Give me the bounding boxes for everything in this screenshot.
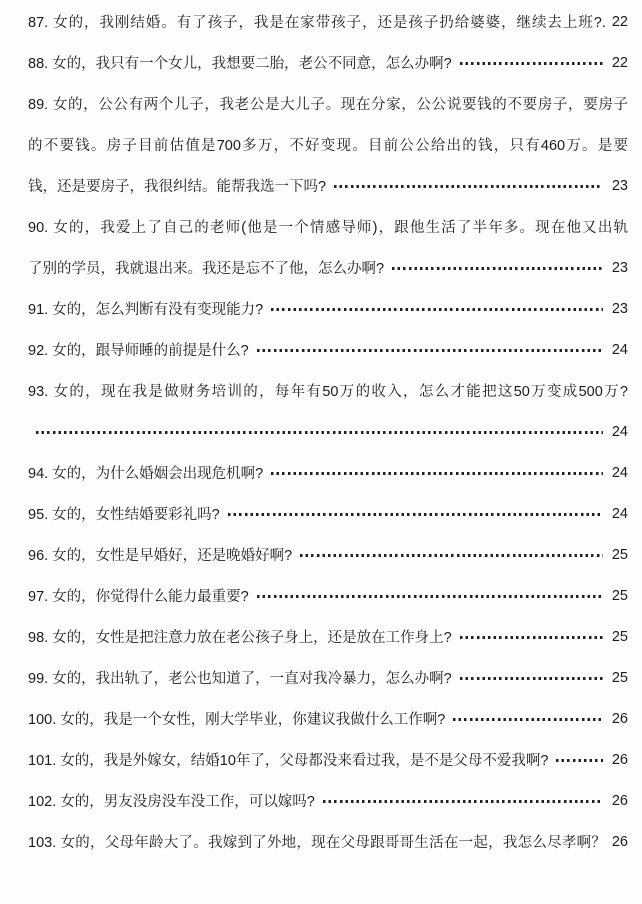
- page-number: 24: [611, 423, 628, 440]
- page-number: 25: [611, 587, 628, 604]
- dot-leader: [271, 472, 603, 475]
- toc-entry-text: 了别的学员，我就退出来。我还是忘不了他，怎么办啊?: [28, 261, 385, 277]
- toc-entry-text: 103. 女的，父母年龄大了。我嫁到了外地，现在父母跟哥哥生活在一起，我怎么尽孝啊？: [28, 835, 606, 851]
- page-number: 23: [611, 177, 628, 194]
- toc-entry-text: 95. 女的，女性结婚要彩礼吗?: [28, 507, 220, 523]
- toc-entry-text: 98. 女的，女性是把注意力放在老公孩子身上，还是放在工作身上?: [28, 630, 452, 646]
- page-number: 26: [611, 792, 628, 809]
- toc-entry-text: 99. 女的，我出轨了，老公也知道了，一直对我冷暴力，怎么办啊?: [28, 671, 452, 687]
- toc-entry-96-line-1: [28, 534, 628, 575]
- toc-entry-text: 89. 女的，公公有两个儿子，我老公是大儿子。现在分家，公公说要钱的不要房子，要房子: [28, 97, 628, 113]
- page-number: 24: [611, 464, 628, 481]
- toc-entry-text: 87. 女的，我刚结婚。有了孩子，我是在家带孩子，还是孩子扔给婆婆，继续去上班?.: [28, 15, 606, 31]
- toc-entry-91-line-1: [28, 288, 628, 329]
- toc-entry-88-line-1: [28, 42, 628, 83]
- toc-entry-text: 88. 女的，我只有一个女儿，我想要二胎，老公不同意，怎么办啊?: [28, 56, 452, 72]
- toc-entry-89-line-1: [28, 83, 628, 124]
- toc-entry-text: 92. 女的，跟导师睡的前提是什么?: [28, 343, 249, 359]
- dot-leader: [460, 677, 603, 680]
- toc-entry-101-line-1: [28, 739, 628, 780]
- toc-entry-text: 91. 女的，怎么判断有没有变现能力?: [28, 302, 264, 318]
- dot-leader: [228, 513, 603, 516]
- toc-entry-103-line-1: [28, 821, 628, 862]
- toc-entry-text: 的不要钱。房子目前估值是700多万，不好变现。目前公公给出的钱，只有460万。是要: [28, 138, 628, 154]
- dot-leader: [334, 185, 603, 188]
- dot-leader: [300, 554, 603, 557]
- dot-leader: [257, 349, 603, 352]
- page-number: 23: [611, 259, 628, 276]
- toc-entry-100-line-1: [28, 698, 628, 739]
- page-number: 25: [611, 628, 628, 645]
- page-number: 23: [611, 300, 628, 317]
- toc-entry-99-line-1: [28, 657, 628, 698]
- page-number: 22: [611, 54, 628, 71]
- toc-entry-90-line-2: [28, 247, 628, 288]
- toc-entry-95-line-1: [28, 493, 628, 534]
- toc-entry-text: 96. 女的，女性是早婚好，还是晚婚好啊?: [28, 548, 293, 564]
- toc-entry-89-line-2: [28, 124, 628, 165]
- dot-leader: [556, 759, 602, 762]
- toc-entry-text: 93. 女的，现在我是做财务培训的，每年有50万的收入，怎么才能把这50万变成500万?: [28, 384, 628, 400]
- toc-entry-text: 97. 女的，你觉得什么能力最重要?: [28, 589, 249, 605]
- toc-entry-102-line-1: [28, 780, 628, 821]
- dot-leader: [36, 431, 603, 434]
- toc-entry-94-line-1: [28, 452, 628, 493]
- dot-leader: [392, 267, 603, 270]
- page-number: 24: [611, 341, 628, 358]
- page-number: 22: [611, 13, 628, 30]
- page-number: 26: [611, 751, 628, 768]
- toc-entry-87-line-1: [28, 1, 628, 42]
- toc-entry-93-line-1: [28, 370, 628, 411]
- toc-entry-97-line-1: [28, 575, 628, 616]
- toc-entry-text: 94. 女的，为什么婚姻会出现危机啊?: [28, 466, 264, 482]
- dot-leader: [460, 62, 603, 65]
- dot-leader: [453, 718, 603, 721]
- page-number: 26: [611, 710, 628, 727]
- page-number: 25: [611, 669, 628, 686]
- toc-entry-text: 101. 女的，我是外嫁女，结婚10年了，父母都没来看过我，是不是父母不爱我啊?: [28, 753, 549, 769]
- dot-leader: [271, 308, 603, 311]
- dot-leader: [257, 595, 603, 598]
- toc-entry-text: 100. 女的，我是一个女性，刚大学毕业，你建议我做什么工作啊?: [28, 712, 446, 728]
- page-number: 25: [611, 546, 628, 563]
- dot-leader: [323, 800, 603, 803]
- page-number: 24: [611, 505, 628, 522]
- toc-entry-93-line-2: [28, 411, 628, 452]
- toc-entry-text: 102. 女的，男友没房没车没工作，可以嫁吗?: [28, 794, 315, 810]
- toc-entry-text: 钱，还是要房子，我很纠结。能帮我选一下吗?: [28, 179, 327, 195]
- toc-entry-text: 90. 女的，我爱上了自己的老师(他是一个情感导师)，跟他生活了半年多。现在他又出轨: [28, 220, 628, 236]
- toc-list: [28, 1, 628, 862]
- page-number: 26: [611, 833, 628, 850]
- dot-leader: [460, 636, 603, 639]
- toc-entry-89-line-3: [28, 165, 628, 206]
- toc-entry-92-line-1: [28, 329, 628, 370]
- toc-entry-98-line-1: [28, 616, 628, 657]
- toc-entry-90-line-1: [28, 206, 628, 247]
